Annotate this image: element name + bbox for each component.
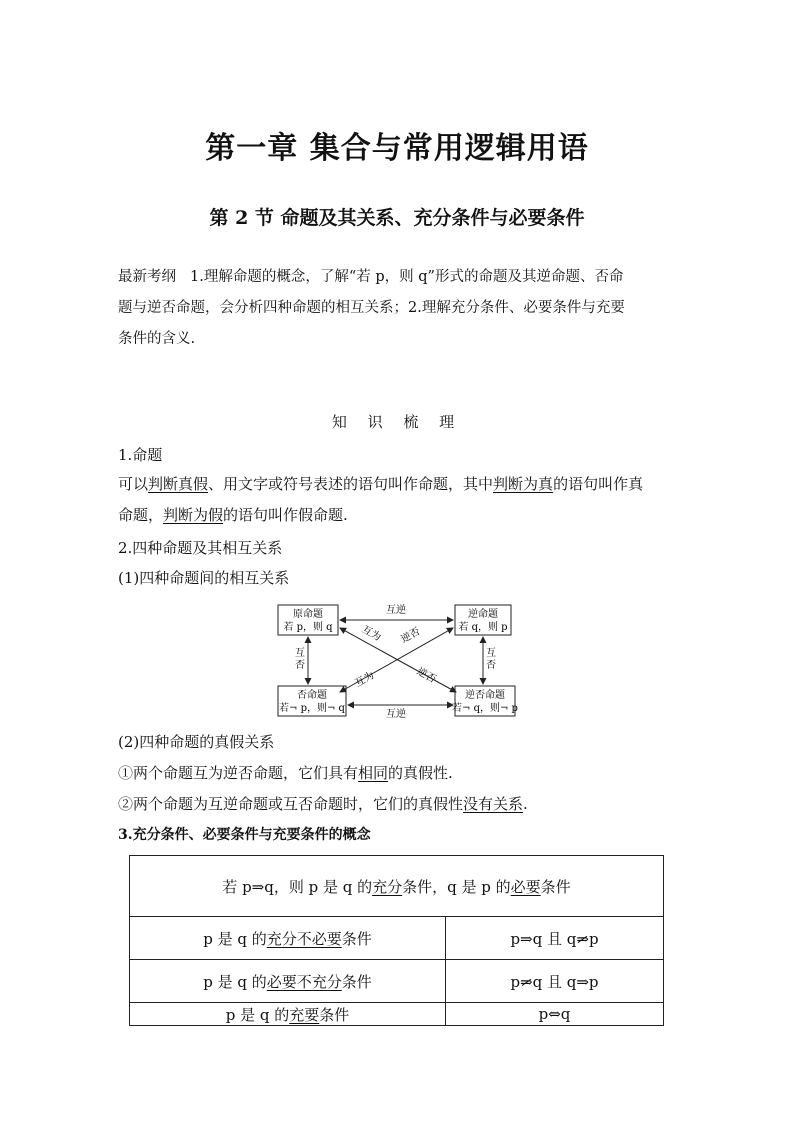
item1-underline: 相同 [358, 764, 389, 782]
item2-text: . [523, 795, 528, 813]
cell-text: p 是 q 的 [203, 929, 267, 948]
cell-text: p⇔q [538, 1005, 571, 1023]
s1-underline-3: 判断为假 [163, 506, 224, 524]
top-label: 互逆 [386, 605, 406, 616]
s1-text: 命题， [118, 506, 164, 524]
s1-text: 的语句叫作假命题. [223, 506, 348, 524]
header-text: 条件，q 是 p 的 [402, 877, 511, 896]
bottom-label: 互逆 [386, 709, 406, 720]
cell-r2-left [130, 960, 446, 1003]
cell-r3-left [130, 1003, 446, 1026]
cell-underline: 充要 [289, 1005, 320, 1024]
right-label-2: 否 [486, 660, 496, 671]
table-row [130, 917, 664, 960]
contra-form: 若¬ q，则¬ p [452, 703, 518, 714]
four-propositions-diagram [270, 598, 520, 723]
cell-text: 条件 [341, 929, 372, 948]
cell-text: 条件 [319, 1005, 350, 1024]
s1-text: 可以 [118, 475, 149, 493]
cell-r1-right [446, 917, 664, 960]
header-text: 若 p⇒q，则 p 是 q 的 [222, 877, 373, 896]
cell-r2-right [446, 960, 664, 1003]
table-row [130, 856, 664, 917]
cell-text: p 是 q 的 [203, 972, 267, 991]
not-implies-symbol: ⇒ [576, 929, 589, 948]
diag-label-1: 互为 [359, 624, 383, 644]
s1-para-line-1 [118, 469, 678, 499]
diag-label-4: 逆否 [414, 666, 438, 686]
outline-line-1 [118, 262, 678, 293]
diag-label-3: 互为 [353, 670, 377, 690]
cell-r3-right [446, 1003, 664, 1026]
section-title: 第 2 节 命题及其关系、充分条件与必要条件 [209, 207, 585, 229]
outline-line-3: 条件的含义. [118, 331, 196, 347]
s1-underline-2: 判断为真 [493, 475, 554, 493]
chapter-title: 第一章 集合与常用逻辑用语 [205, 131, 589, 166]
left-label-1: 互 [295, 648, 305, 659]
s3-title: 3.充分条件、必要条件与充要条件的概念 [118, 827, 371, 843]
s1-text: 的语句叫作真 [553, 475, 644, 493]
orig-name: 原命题 [293, 609, 323, 620]
cell-text: p⇒q 且 q [510, 929, 577, 948]
conv-form: 若 q，则 p [458, 622, 508, 633]
diag-label-2: 逆否 [399, 626, 423, 646]
table-row [130, 1003, 664, 1026]
cell-r1-left [130, 917, 446, 960]
cell-text: 条件 [341, 972, 372, 991]
contra-name: 逆否命题 [465, 690, 505, 701]
cell-underline: 充分不必要 [266, 929, 342, 948]
cell-text: p 是 q 的 [225, 1005, 290, 1024]
conv-name: 逆命题 [468, 609, 498, 620]
inv-form: 若¬ p，则¬ q [279, 703, 345, 714]
inv-name: 否命题 [297, 690, 327, 701]
s2-title: 2.四种命题及其相互关系 [118, 539, 283, 557]
header-text: 条件 [540, 877, 571, 896]
s1-text: 、用文字或符号表述的语句叫作命题，其中 [208, 475, 494, 493]
s1-para-line-2 [118, 500, 678, 530]
s1-underline-1: 判断真假 [148, 475, 209, 493]
item2-underline: 没有关系 [463, 795, 524, 813]
s2-item-2 [118, 789, 678, 819]
not-implies-symbol: ⇒ [520, 972, 533, 991]
cell-text: p [510, 972, 521, 991]
s2-sub1: (1)四种命题间的相互关系 [118, 569, 290, 587]
outline-label: 最新考纲 [118, 269, 176, 285]
conditions-table [129, 855, 664, 1026]
item1-text: ①两个命题互为逆否命题，它们具有 [118, 764, 359, 782]
s1-title: 1.命题 [118, 446, 163, 464]
cell-text: p [588, 929, 599, 948]
syllabus-outline [118, 262, 678, 355]
table-header-cell [130, 856, 664, 917]
orig-form: 若 p，则 q [283, 622, 333, 633]
header-underline-2: 必要 [510, 877, 541, 896]
table-row [130, 960, 664, 1003]
s2-sub2: (2)四种命题的真假关系 [118, 733, 275, 751]
outline-text-1: 1.理解命题的概念，了解“若 p，则 q”形式的命题及其逆命题、否命 [190, 269, 624, 285]
cell-underline: 必要不充分 [266, 972, 342, 991]
item1-text: 的真假性. [388, 764, 453, 782]
right-label-1: 互 [486, 648, 496, 659]
outline-line-2: 题与逆否命题，会分析四种命题的相互关系；2.理解充分条件、必要条件与充要 [118, 300, 625, 316]
s2-item-1 [118, 758, 678, 788]
header-underline-1: 充分 [372, 877, 403, 896]
knowledge-heading: 知 识 梳 理 [331, 413, 463, 431]
item2-text: ②两个命题为互逆命题或互否命题时，它们的真假性 [118, 795, 464, 813]
cell-text: q 且 q⇒p [532, 972, 599, 991]
left-label-2: 否 [295, 660, 305, 671]
